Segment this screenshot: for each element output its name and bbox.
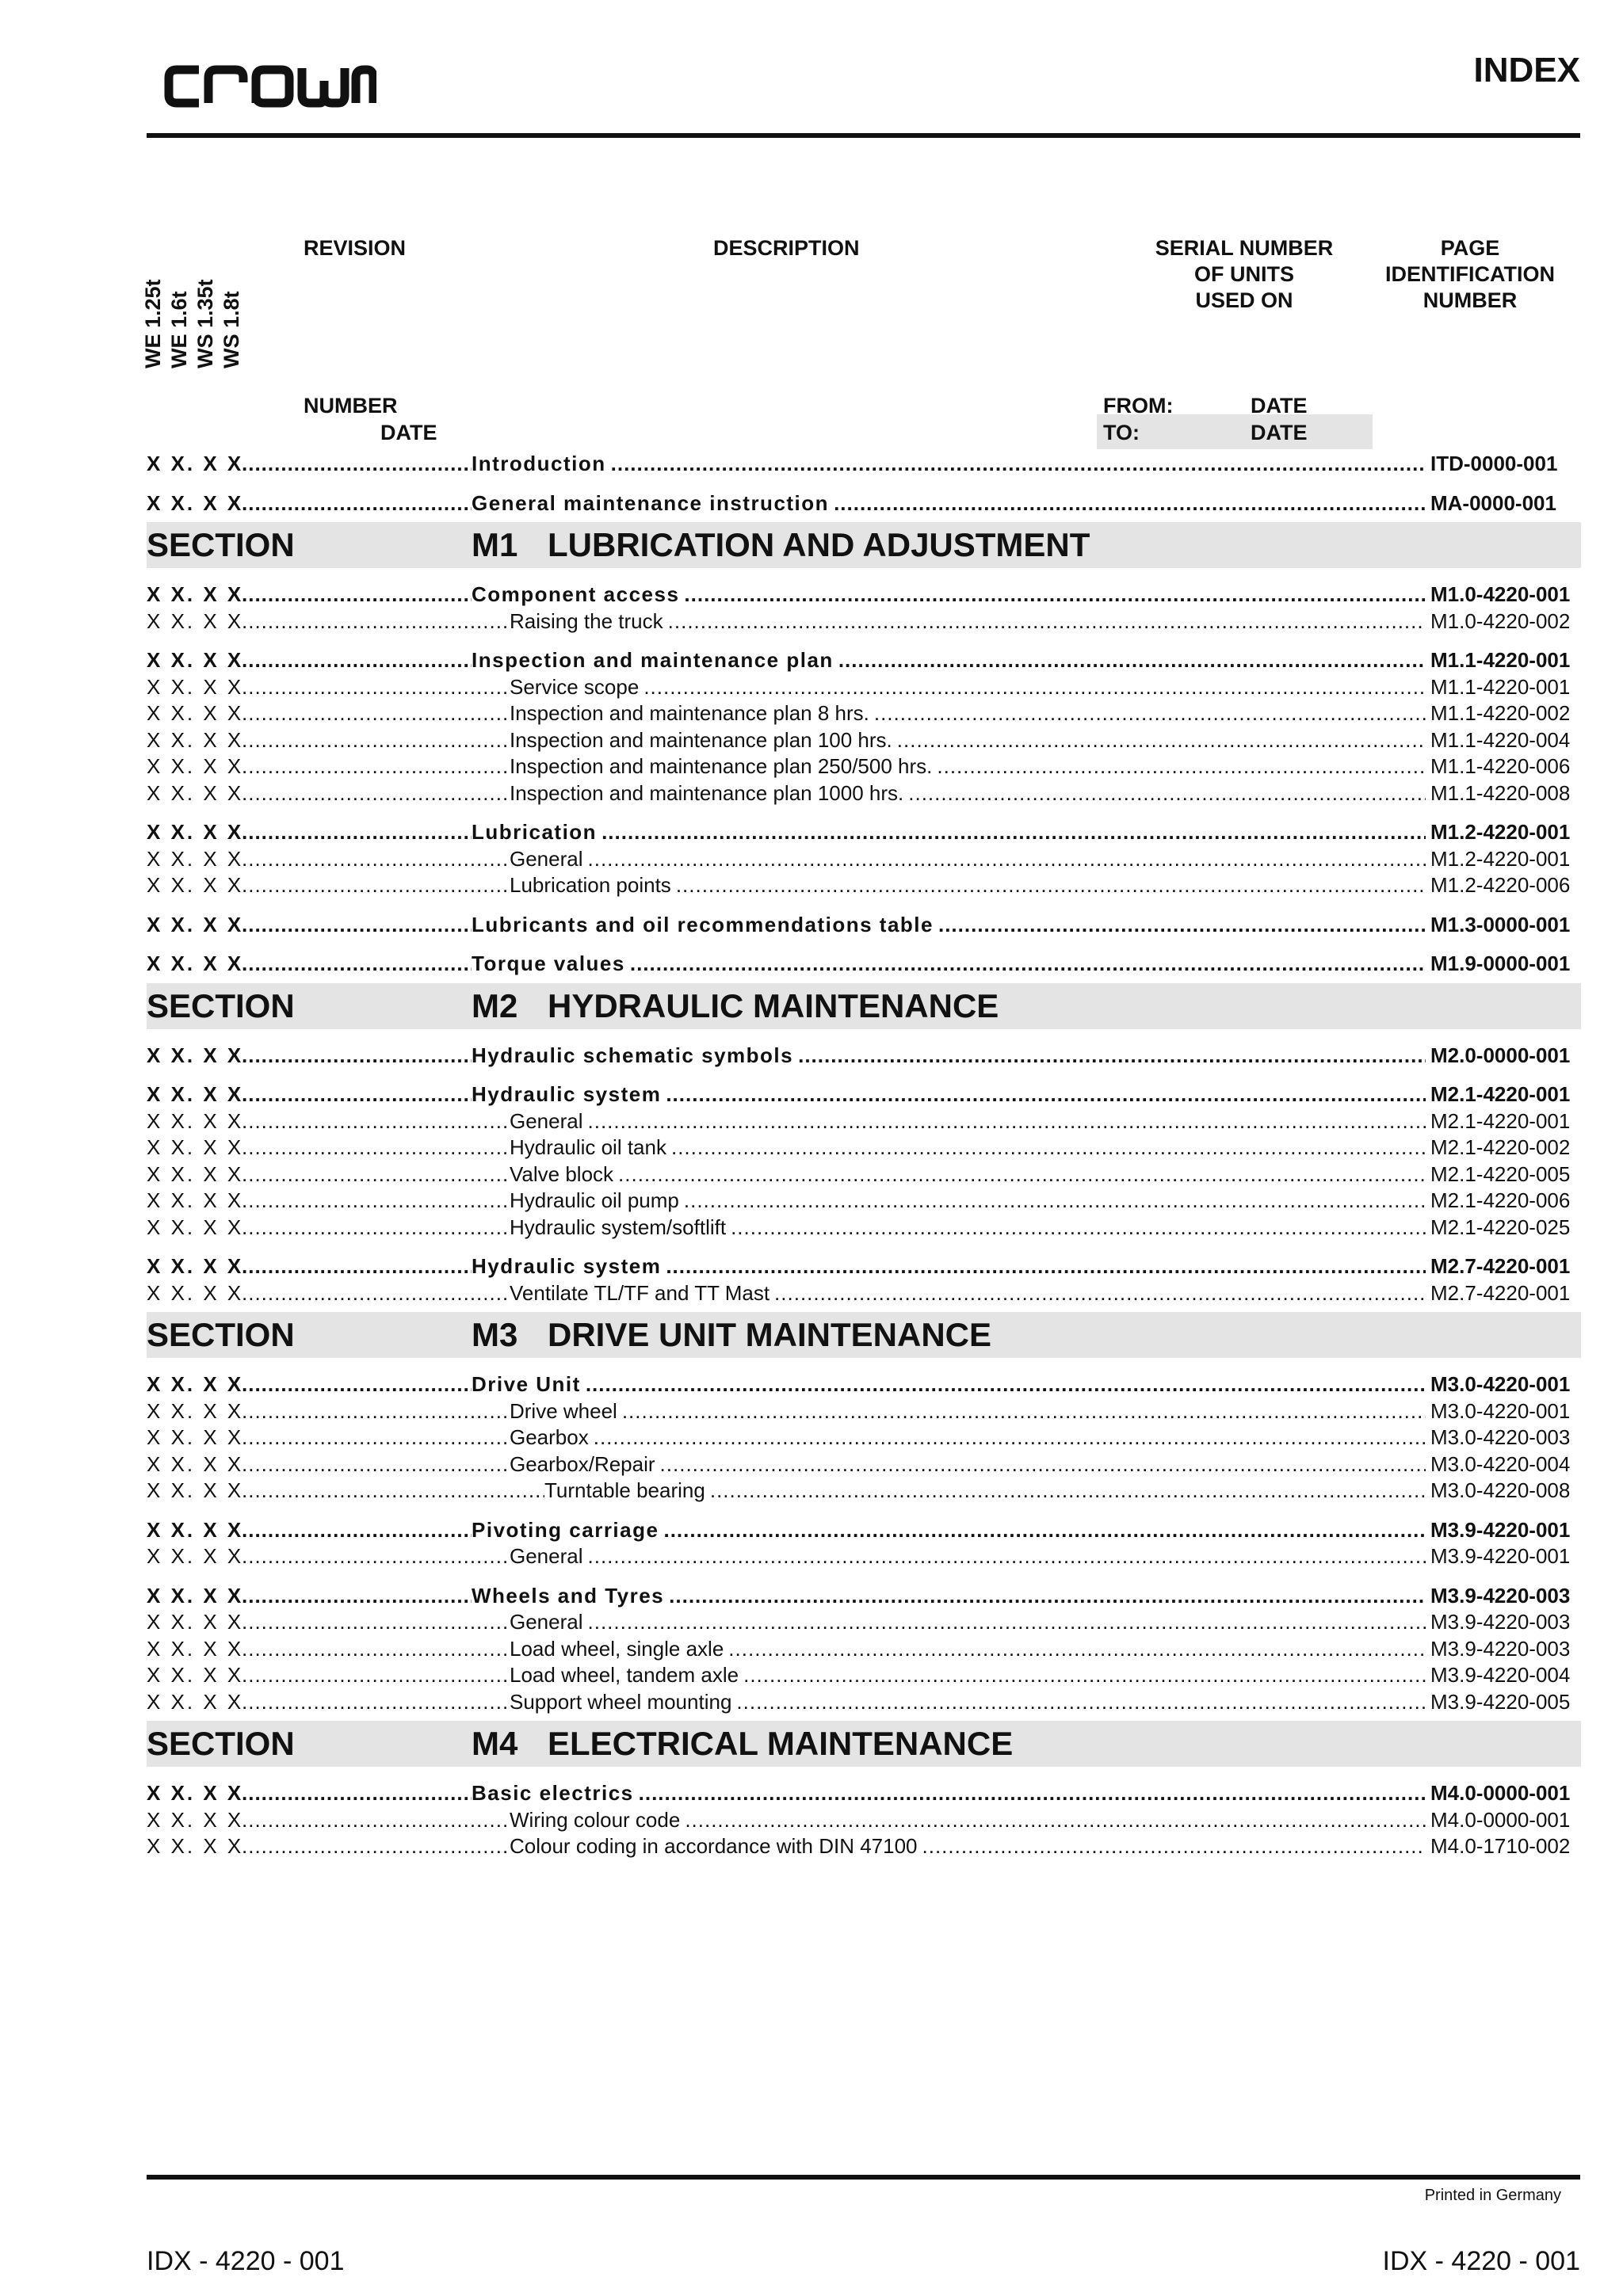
- entry-title: Inspection and maintenance plan 250/500 hrs.: [510, 754, 933, 778]
- section-m1-header: [147, 522, 1581, 568]
- page-id: M1.1-4220-002: [1430, 701, 1571, 725]
- crown-logo: [162, 62, 376, 111]
- page-id: M1.2-4220-001: [1430, 820, 1571, 844]
- entry-title: Inspection and maintenance plan 100 hrs.: [510, 727, 892, 752]
- toc-subentry[interactable]: [147, 1452, 1581, 1479]
- revision-code: X X. X X: [147, 1188, 244, 1212]
- entry-title: Drive wheel: [510, 1398, 617, 1423]
- toc-entry[interactable]: [147, 1043, 1581, 1070]
- revision-code: X X. X X: [147, 1215, 244, 1239]
- revision-code: X X. X X: [147, 1663, 244, 1687]
- page-id: M4.0-0000-001: [1430, 1807, 1571, 1832]
- entry-title: Hydraulic oil pump: [510, 1188, 679, 1212]
- toc-subentry[interactable]: [147, 1637, 1581, 1664]
- section-label: SECTION: [147, 986, 295, 1024]
- toc-subentry[interactable]: [147, 1281, 1581, 1308]
- toc-entry[interactable]: [147, 952, 1581, 978]
- toc-subentry[interactable]: [147, 1690, 1581, 1717]
- entry-title: Load wheel, single axle: [510, 1636, 724, 1661]
- revision-code: X X. X X: [147, 873, 244, 897]
- revision-code: X X. X X: [147, 1517, 244, 1542]
- entry-title: Support wheel mounting: [510, 1689, 732, 1714]
- page-id: M1.9-0000-001: [1430, 952, 1571, 975]
- page-id: M1.2-4220-001: [1430, 846, 1571, 871]
- entry-title: Raising the truck: [510, 608, 663, 633]
- entry-title: General: [510, 846, 583, 871]
- revision-code: X X. X X: [147, 1610, 244, 1634]
- revision-code: X X. X X: [147, 1043, 244, 1067]
- page-id: M3.9-4220-003: [1430, 1610, 1571, 1634]
- entry-title: Gearbox/Repair: [510, 1451, 655, 1476]
- toc-entry[interactable]: [147, 1781, 1581, 1808]
- printed-in-note: Printed in Germany: [1424, 2187, 1561, 2204]
- page-id: M3.0-4220-003: [1430, 1425, 1571, 1449]
- date-header: DATE: [380, 421, 437, 444]
- revision-code: X X. X X: [147, 582, 244, 606]
- entry-title: Hydraulic system/softlift: [510, 1215, 727, 1239]
- model-we125: WE 1.25t: [141, 279, 165, 368]
- entry-title: Wheels and Tyres: [472, 1583, 665, 1608]
- toc-subentry[interactable]: [147, 754, 1581, 781]
- page-id-header-line3: NUMBER: [1423, 288, 1518, 312]
- toc-subentry[interactable]: [147, 1544, 1581, 1571]
- revision-header: REVISION: [304, 236, 407, 260]
- revision-code: X X. X X: [147, 820, 244, 844]
- page-id: M3.0-4220-001: [1430, 1372, 1571, 1396]
- page-id: M3.9-4220-005: [1430, 1689, 1571, 1714]
- entry-title: Pivoting carriage: [472, 1517, 659, 1542]
- revision-code: X X. X X: [147, 1636, 244, 1661]
- toc-subentry[interactable]: [147, 847, 1581, 874]
- section-title: ELECTRICAL MAINTENANCE: [548, 1725, 1014, 1762]
- page-id: M3.9-4220-003: [1430, 1583, 1571, 1608]
- page-id: M1.3-0000-001: [1430, 912, 1571, 936]
- entry-title: Component access: [472, 582, 680, 606]
- footer-doc-code-right: IDX - 4220 - 001: [1382, 2246, 1580, 2276]
- toc-entry[interactable]: [147, 1584, 1581, 1611]
- toc-subentry[interactable]: [147, 701, 1581, 728]
- to-label: TO:: [1103, 421, 1140, 444]
- toc-subentry[interactable]: [147, 1215, 1581, 1242]
- revision-code: X X. X X: [147, 1583, 244, 1608]
- revision-code: X X. X X: [147, 1451, 244, 1476]
- page-id: M2.1-4220-001: [1430, 1108, 1571, 1133]
- section-code: M4: [472, 1725, 518, 1762]
- entry-title: Hydraulic system: [472, 1082, 662, 1106]
- revision-code: X X. X X: [147, 754, 244, 778]
- entry-title: Drive Unit: [472, 1372, 581, 1396]
- revision-code: X X. X X: [147, 727, 244, 752]
- revision-code: X X. X X: [147, 846, 244, 871]
- from-label: FROM:: [1103, 394, 1174, 418]
- toc-entry[interactable]: [147, 913, 1581, 940]
- revision-code: X X. X X: [147, 674, 244, 699]
- entry-title: Wiring colour code: [510, 1807, 681, 1832]
- page-id: M1.1-4220-006: [1430, 754, 1571, 778]
- entry-title: General: [510, 1610, 583, 1634]
- entry-title: Lubricants and oil recommendations table: [472, 912, 934, 936]
- page-id: M2.7-4220-001: [1430, 1280, 1571, 1305]
- revision-code: X X. X X: [147, 1082, 244, 1106]
- toc-subentry[interactable]: [147, 873, 1581, 900]
- page-id-header: [1363, 235, 1577, 314]
- toc-subentry[interactable]: [147, 1808, 1581, 1835]
- toc-entry[interactable]: [147, 1518, 1581, 1545]
- page-title: INDEX: [1473, 51, 1580, 90]
- page-id: M3.9-4220-001: [1430, 1544, 1571, 1568]
- section-label: SECTION: [147, 1316, 295, 1353]
- revision-code: X X. X X: [147, 1161, 244, 1186]
- entry-title: Load wheel, tandem axle: [510, 1663, 739, 1687]
- serial-header-line3: USED ON: [1195, 288, 1293, 312]
- revision-code: X X. X X: [147, 1478, 244, 1502]
- entry-title: Inspection and maintenance plan 8 hrs.: [510, 701, 869, 725]
- revision-code: X X. X X: [147, 608, 244, 633]
- page-id: ITD-0000-001: [1430, 452, 1558, 475]
- toc-subentry[interactable]: [147, 1425, 1581, 1452]
- entry-title: Hydraulic oil tank: [510, 1135, 666, 1159]
- page-id: M3.9-4220-003: [1430, 1636, 1571, 1661]
- toc-subentry[interactable]: [147, 1663, 1581, 1690]
- entry-title: General: [510, 1544, 583, 1568]
- revision-code: X X. X X: [147, 1372, 244, 1396]
- page-id: M2.1-4220-002: [1430, 1135, 1571, 1159]
- section-m2-header: [147, 983, 1581, 1029]
- entry-title: Torque values: [472, 952, 625, 975]
- toc-subentry[interactable]: [147, 675, 1581, 702]
- number-header: NUMBER: [304, 394, 398, 418]
- section-label: SECTION: [147, 526, 295, 563]
- entry-title: Service scope: [510, 674, 640, 699]
- toc-entry[interactable]: [147, 1082, 1581, 1109]
- page-id-header-line2: IDENTIFICATION: [1385, 262, 1555, 286]
- page-id: M2.7-4220-001: [1430, 1254, 1571, 1278]
- revision-code: X X. X X: [147, 1135, 244, 1159]
- page-id: M2.1-4220-025: [1430, 1215, 1571, 1239]
- section-code: M3: [472, 1316, 518, 1353]
- serial-header: [1141, 235, 1347, 314]
- toc-entry[interactable]: [147, 1254, 1581, 1281]
- toc-subentry[interactable]: [147, 1188, 1581, 1215]
- page-id: M1.1-4220-001: [1430, 648, 1571, 672]
- page-id: M3.9-4220-004: [1430, 1663, 1571, 1687]
- page-id: M2.1-4220-001: [1430, 1082, 1571, 1106]
- revision-code: X X. X X: [147, 1254, 244, 1278]
- revision-code: X X. X X: [147, 1398, 244, 1423]
- page-id: M3.0-4220-001: [1430, 1398, 1571, 1423]
- revision-code: X X. X X: [147, 648, 244, 672]
- entry-title: Gearbox: [510, 1425, 589, 1449]
- page-id: MA-0000-001: [1430, 490, 1556, 515]
- revision-code: X X. X X: [147, 1425, 244, 1449]
- entry-title: Inspection and maintenance plan 1000 hrs.: [510, 780, 904, 805]
- entry-title: Introduction: [472, 452, 606, 475]
- revision-code: X X. X X: [147, 1280, 244, 1305]
- entry-title: Colour coding in accordance with DIN 47100: [510, 1834, 918, 1858]
- serial-header-line2: OF UNITS: [1194, 262, 1294, 286]
- revision-code: X X. X X: [147, 1108, 244, 1133]
- section-m4-header: [147, 1721, 1581, 1767]
- entry-title: Lubrication: [472, 820, 598, 844]
- toc-entry[interactable]: [147, 648, 1581, 675]
- revision-code: X X. X X: [147, 912, 244, 936]
- page-id: M1.0-4220-002: [1430, 608, 1571, 633]
- section-title: LUBRICATION AND ADJUSTMENT: [548, 526, 1090, 563]
- page-id: M4.0-0000-001: [1430, 1781, 1571, 1805]
- page-id: M1.1-4220-001: [1430, 674, 1571, 699]
- entry-title: Hydraulic schematic symbols: [472, 1043, 794, 1067]
- toc-subentry[interactable]: [147, 728, 1581, 755]
- revision-code: X X. X X: [147, 1781, 244, 1805]
- page-id: M3.9-4220-001: [1430, 1517, 1571, 1542]
- bottom-divider: [147, 2175, 1580, 2180]
- entry-title: Inspection and maintenance plan: [472, 648, 834, 672]
- toc-subentry[interactable]: [147, 1478, 1581, 1505]
- toc-subentry[interactable]: [147, 609, 1581, 636]
- entry-title: Valve block: [510, 1161, 614, 1186]
- section-title: HYDRAULIC MAINTENANCE: [548, 986, 999, 1024]
- entry-title: General: [510, 1108, 583, 1133]
- toc-entry[interactable]: [147, 491, 1581, 518]
- page-id: M2.1-4220-005: [1430, 1161, 1571, 1186]
- revision-code: X X. X X: [147, 1834, 244, 1858]
- revision-code: X X. X X: [147, 780, 244, 805]
- page-id: M3.0-4220-008: [1430, 1478, 1571, 1502]
- revision-code: X X. X X: [147, 490, 244, 515]
- model-columns: [141, 265, 258, 368]
- section-code: M2: [472, 986, 518, 1024]
- page-id: M1.1-4220-004: [1430, 727, 1571, 752]
- toc-entry[interactable]: [147, 820, 1581, 847]
- toc-subentry[interactable]: [147, 1162, 1581, 1189]
- revision-code: X X. X X: [147, 1807, 244, 1832]
- model-ws18: WS 1.8t: [220, 291, 243, 368]
- page-id: M2.1-4220-006: [1430, 1188, 1571, 1212]
- page-id: M3.0-4220-004: [1430, 1451, 1571, 1476]
- entry-title: Turntable bearing: [544, 1478, 705, 1502]
- page-id-header-line1: PAGE: [1440, 236, 1500, 260]
- revision-code: X X. X X: [147, 952, 244, 975]
- toc-subentry[interactable]: [147, 1610, 1581, 1637]
- revision-code: X X. X X: [147, 452, 244, 475]
- toc-subentry[interactable]: [147, 781, 1581, 808]
- toc-subentry[interactable]: [147, 1834, 1581, 1861]
- page-id: M1.0-4220-001: [1430, 582, 1571, 606]
- top-divider: [147, 133, 1580, 138]
- model-we16: WE 1.6t: [167, 291, 191, 368]
- footer-doc-code-left: IDX - 4220 - 001: [147, 2246, 345, 2276]
- page-id: M4.0-1710-002: [1430, 1834, 1571, 1858]
- revision-code: X X. X X: [147, 1544, 244, 1568]
- entry-title: Hydraulic system: [472, 1254, 662, 1278]
- description-header: DESCRIPTION: [713, 236, 860, 260]
- entry-title: Basic electrics: [472, 1781, 634, 1805]
- toc-entry[interactable]: [147, 582, 1581, 609]
- entry-title: General maintenance instruction: [472, 490, 830, 515]
- section-m3-header: [147, 1312, 1581, 1358]
- toc-subentry[interactable]: [147, 1399, 1581, 1426]
- section-label: SECTION: [147, 1725, 295, 1762]
- revision-code: X X. X X: [147, 701, 244, 725]
- index-table: [147, 452, 1581, 1861]
- page-id: M2.0-0000-001: [1430, 1043, 1571, 1067]
- toc-entry[interactable]: [147, 1372, 1581, 1399]
- model-ws135: WS 1.35t: [193, 279, 217, 368]
- serial-header-line1: SERIAL NUMBER: [1155, 236, 1334, 260]
- section-title: DRIVE UNIT MAINTENANCE: [548, 1316, 992, 1353]
- revision-code: X X. X X: [147, 1689, 244, 1714]
- from-date-label: DATE: [1251, 394, 1308, 418]
- entry-title: Ventilate TL/TF and TT Mast: [510, 1280, 770, 1305]
- entry-title: Lubrication points: [510, 873, 671, 897]
- section-code: M1: [472, 526, 518, 563]
- toc-entry[interactable]: [147, 452, 1581, 479]
- toc-subentry[interactable]: [147, 1135, 1581, 1162]
- to-date-label: DATE: [1251, 421, 1308, 444]
- toc-subentry[interactable]: [147, 1109, 1581, 1136]
- page-id: M1.2-4220-006: [1430, 873, 1571, 897]
- page-id: M1.1-4220-008: [1430, 780, 1571, 805]
